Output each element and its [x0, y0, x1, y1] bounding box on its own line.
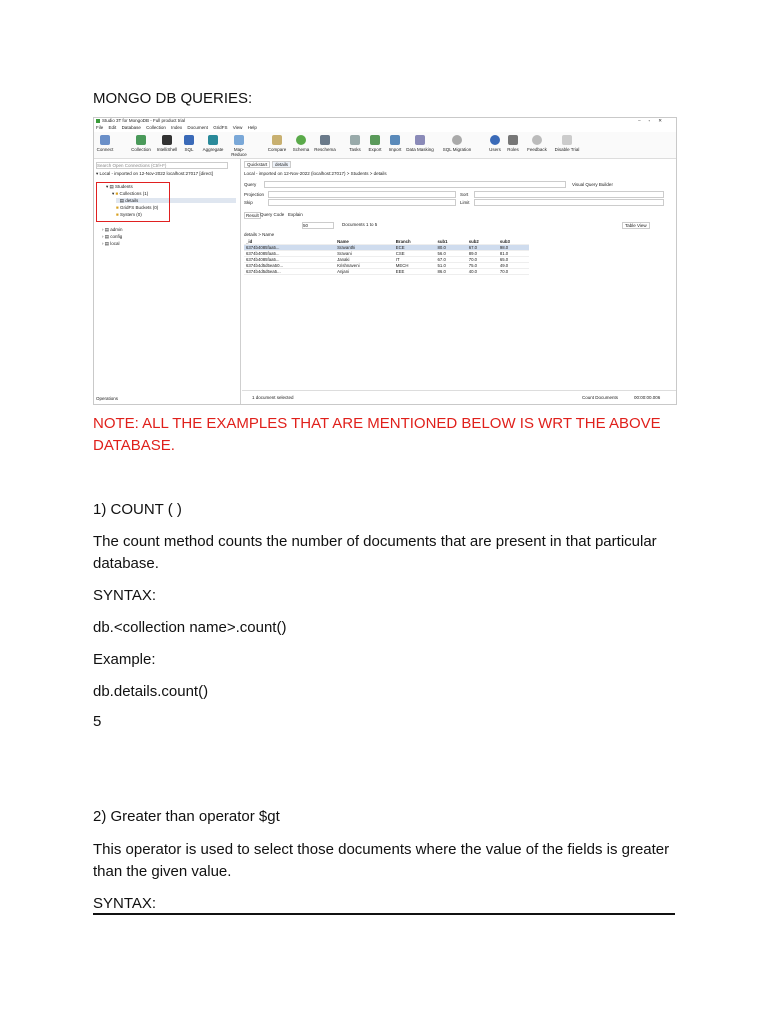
table-cell: 80.0	[436, 245, 467, 251]
table-cell: 67.0	[467, 245, 498, 251]
table-cell: 56.0	[436, 251, 467, 257]
limit-input[interactable]	[474, 199, 664, 206]
menu-file[interactable]: File	[96, 125, 104, 130]
table-cell: 98.0	[498, 245, 529, 251]
sort-input[interactable]	[474, 191, 664, 198]
projection-input[interactable]	[268, 191, 456, 198]
table-cell: Anjani	[335, 269, 394, 275]
studio3t-screenshot	[93, 117, 677, 405]
tree-admin-db[interactable]: › ▤ admin	[102, 227, 123, 232]
window-controls[interactable]: –▫✕	[638, 118, 670, 123]
table-cell: 6374b4d5d5ea50...	[244, 263, 335, 269]
table-cell: 86.0	[436, 269, 467, 275]
toolbar-reschema[interactable]: Reschema	[314, 135, 336, 152]
tree-system[interactable]: ■ System (0)	[116, 212, 142, 217]
collection-panel	[242, 159, 676, 404]
note: NOTE: ALL THE EXAMPLES THAT ARE MENTIONED BELOW IS WRT THE ABOVE DATABASE.	[93, 415, 661, 454]
connection-tree-panel	[94, 159, 241, 404]
divider	[93, 913, 675, 915]
column-header[interactable]: Branch	[394, 239, 436, 245]
toolbar-roles[interactable]: Roles	[502, 135, 524, 152]
sort-label: Sort	[460, 192, 469, 197]
toolbar-disable-trial[interactable]: Disable Trial	[552, 135, 582, 152]
table-cell: 89.0	[467, 251, 498, 257]
toolbar-intellishell[interactable]: IntelliShell	[156, 135, 178, 152]
menu-document[interactable]: Document	[187, 125, 208, 130]
view-mode-select[interactable]: Table View	[622, 222, 650, 229]
table-cell: 40.0	[467, 269, 498, 275]
table-cell: 6374b4085faa5...	[244, 245, 335, 251]
app-icon	[96, 119, 100, 123]
tree-students-db[interactable]: ▾ ▤ Students	[106, 184, 133, 189]
toolbar	[94, 132, 676, 159]
table-cell: Janaki	[335, 257, 394, 263]
table-cell: 70.0	[498, 269, 529, 275]
limit-label: Limit	[460, 200, 470, 205]
sec1-example: db.details.count()	[93, 683, 209, 700]
menu-edit[interactable]: Edit	[108, 125, 117, 130]
menu-gridfs[interactable]: GridFS	[213, 125, 228, 130]
toolbar-feedback[interactable]: Feedback	[526, 135, 548, 152]
table-cell: Sravani	[335, 251, 394, 257]
column-header[interactable]: _id	[244, 239, 335, 245]
elapsed-time: 00:00:00.006	[634, 395, 661, 400]
tree-local-connection[interactable]: ▾ Local - imported on 12-Nov-2022 localhost:27017 [direct]	[96, 171, 213, 176]
menu-database[interactable]: Database	[121, 125, 141, 130]
status-selected: 1 document selected	[252, 395, 294, 400]
sec2-description: This operator is used to select those documents where the value of the fields is greater than the given value.	[93, 841, 670, 880]
toolbar-data-masking[interactable]: Data Masking	[406, 135, 434, 152]
tab-details[interactable]: details	[272, 161, 291, 168]
sec1-syntax-label: SYNTAX:	[93, 587, 157, 604]
projection-label: Projection	[244, 192, 265, 197]
table-cell: Sravanthi	[335, 245, 394, 251]
sec2-syntax-label: SYNTAX:	[93, 895, 157, 912]
toolbar-aggregate[interactable]: Aggregate	[202, 135, 224, 152]
toolbar-collection[interactable]: Collection	[130, 135, 152, 152]
path-label: details > Name	[244, 232, 275, 237]
menu-collection[interactable]: Collection	[146, 125, 166, 130]
query-label: Query	[244, 182, 257, 187]
toolbar-connect[interactable]: Connect	[94, 135, 116, 152]
table-cell: Krishnaveni	[335, 263, 394, 269]
query-input[interactable]	[264, 181, 566, 188]
table-cell: IT	[394, 257, 436, 263]
table-cell: ECE	[394, 245, 436, 251]
tree-config-db[interactable]: › ▤ config	[102, 234, 123, 239]
table-cell: 49.0	[498, 263, 529, 269]
tree-collections[interactable]: ▾ ■ Collections (1)	[112, 191, 149, 196]
toolbar-compare[interactable]: Compare	[266, 135, 288, 152]
menu-index[interactable]: Index	[171, 125, 183, 130]
window-title: Studio 3T for MongoDB - Full product trial	[102, 118, 185, 123]
page-heading: MONGO DB QUERIES:	[93, 90, 253, 107]
column-header[interactable]: Name	[335, 239, 394, 245]
skip-input[interactable]	[268, 199, 456, 206]
table-cell: 70.0	[467, 257, 498, 263]
sec1-title: 1) COUNT ( )	[93, 501, 182, 518]
tab-quickstart[interactable]: Quickstart	[244, 161, 270, 168]
toolbar-map-reduce[interactable]: Map-Reduce	[228, 135, 250, 157]
window-titlebar	[94, 118, 676, 125]
visual-query-builder-button[interactable]: Visual Query Builder	[572, 182, 613, 187]
table-cell: 6374b4085faa5...	[244, 251, 335, 257]
toolbar-sql[interactable]: SQL	[178, 135, 200, 152]
page-size-select[interactable]: 50	[302, 222, 334, 229]
toolbar-users[interactable]: Users	[484, 135, 506, 152]
table-cell: CSE	[394, 251, 436, 257]
table-cell: 6374b4d5d5ea5...	[244, 269, 335, 275]
sec1-description: The count method counts the number of documents that are present in that particular database.	[93, 533, 657, 572]
column-header[interactable]: sub1	[436, 239, 467, 245]
toolbar-tasks[interactable]: Tasks	[344, 135, 366, 152]
tree-gridfs-buckets[interactable]: ■ GridFS Buckets (0)	[116, 205, 159, 210]
documents-range: Documents 1 to 5	[342, 222, 378, 227]
table-row[interactable]	[244, 269, 529, 275]
column-header[interactable]: sub2	[467, 239, 498, 245]
table-cell: 75.0	[467, 263, 498, 269]
toolbar-sql-migration[interactable]: SQL Migration	[442, 135, 472, 152]
table-cell: 81.0	[498, 251, 529, 257]
tree-details-collection[interactable]: ▤ details	[116, 198, 236, 203]
operations-label: Operations	[96, 396, 119, 401]
toolbar-schema[interactable]: Schema	[290, 135, 312, 152]
tab-explain[interactable]: Explain	[288, 212, 303, 217]
toolbar-export[interactable]: Export	[364, 135, 386, 152]
table-cell: EEE	[394, 269, 436, 275]
skip-label: Skip	[244, 200, 253, 205]
sec1-result: 5	[93, 713, 102, 730]
menu-bar	[94, 125, 677, 132]
tree-local-db[interactable]: › ▤ local	[102, 241, 120, 246]
count-documents-button[interactable]: Count Documents	[582, 395, 619, 400]
tab-query-code[interactable]: Query Code	[260, 212, 285, 217]
sec2-title: 2) Greater than operator $gt	[93, 808, 280, 825]
table-cell: 51.0	[436, 263, 467, 269]
search-connections-input[interactable]: Search Open Connections (Ctrl+F)	[96, 162, 228, 169]
sec1-syntax: db.<collection name>.count()	[93, 619, 287, 636]
table-cell: 6374b4085faa5...	[244, 257, 335, 263]
menu-view[interactable]: View	[232, 125, 243, 130]
highlight-box	[96, 182, 170, 222]
table-cell: 65.0	[498, 257, 529, 263]
sec1-example-label: Example:	[93, 651, 156, 668]
column-header[interactable]: sub3	[498, 239, 529, 245]
menu-help[interactable]: Help	[247, 125, 257, 130]
tab-result[interactable]: Result	[246, 213, 259, 218]
toolbar-import[interactable]: Import	[384, 135, 406, 152]
table-cell: 67.0	[436, 257, 467, 263]
table-cell: MECH	[394, 263, 436, 269]
breadcrumb: Local - imported on 12-Nov-2022 (localhost:27017) > Students > details	[244, 171, 387, 176]
results-table	[244, 239, 529, 275]
